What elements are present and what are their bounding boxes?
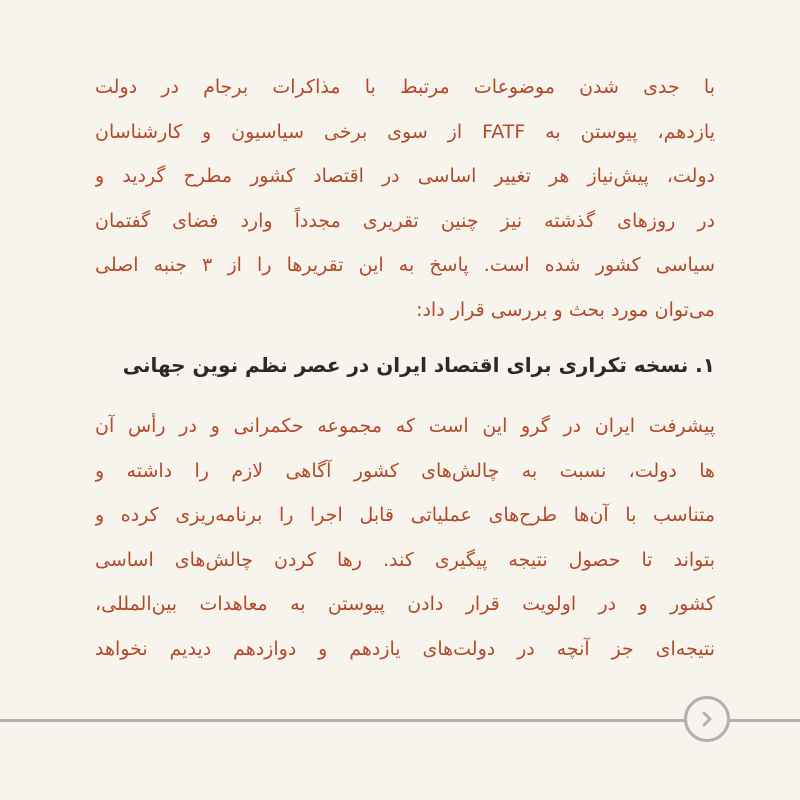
- paragraph-line: در روزهای گذشته نیز چنین تقریری مجدداً وارد فضای گفتمان: [95, 209, 715, 232]
- paragraph-line: سیاسی کشور شده است. پاسخ به این تقریر‌ها را از ۳ جنبه اصلی: [95, 254, 715, 276]
- paragraph-line: می‌توان مورد بحث و بررسی قرار داد:: [416, 298, 715, 321]
- paragraph-line: پیشرفت ایران در گرو این است که مجموعه حکمرانی و در رأس آن: [95, 415, 715, 437]
- paragraph-line: ها دولت، نسبت به چالش‌های کشور آگاهی لازم را داشته و: [95, 459, 715, 482]
- paragraph-line: یازدهم، پیوستن به FATF از سوی برخی سیاسیون و کارشناسان: [95, 120, 715, 143]
- paragraph-line: بتواند تا حصول نتیجه پیگیری کند. رها کردن چالش‌های اساسی: [95, 548, 715, 571]
- paragraph-line: با جدی شدن موضوعات مرتبط با مذاکرات برجام در دولت: [95, 76, 715, 98]
- section-paragraph: [95, 404, 715, 671]
- intro-paragraph: [95, 65, 715, 332]
- next-page-button[interactable]: [684, 696, 730, 742]
- bottom-divider: [0, 719, 800, 722]
- paragraph-line: دولت، پیش‌نیاز هر تغییر اساسی در اقتصاد کشور مطرح گردید و: [95, 165, 715, 187]
- chevron-right-icon: [698, 710, 716, 728]
- section-heading: ۱. نسخه تکراری برای اقتصاد ایران در عصر نظم نوین جهانی: [122, 353, 715, 377]
- paragraph-line: کشور و در اولویت قرار دادن پیوستن به معاهدات بین‌المللی،: [95, 593, 715, 615]
- paragraph-line: متناسب با آن‌ها طرح‌های عملیاتی قابل اجرا را برنامه‌ریزی کرده و: [95, 504, 715, 526]
- paragraph-line: نتیجه‌ای جز آنچه در دولت‌های یازدهم و دوازدهم دیدیم نخواهد: [95, 637, 715, 660]
